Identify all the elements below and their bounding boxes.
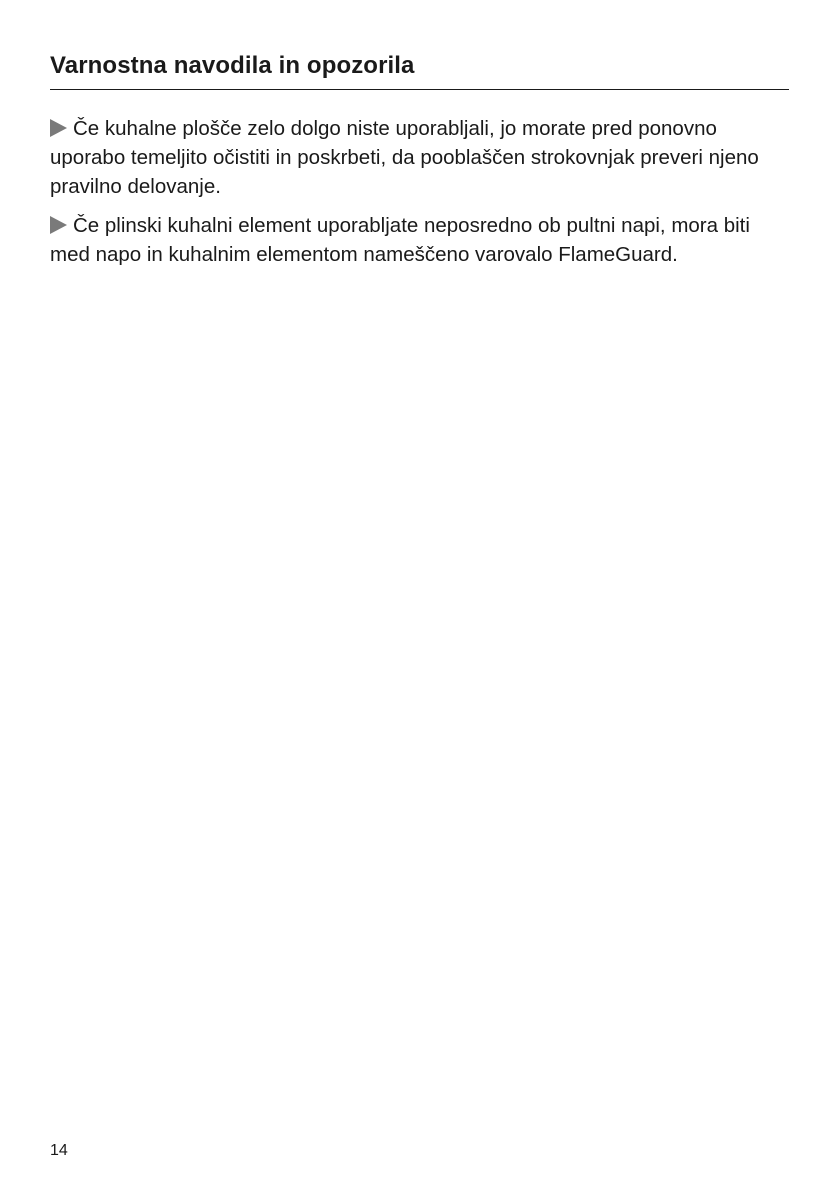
warning-paragraph xyxy=(50,211,790,269)
page-number: 14 xyxy=(50,1142,68,1159)
triangle-bullet-icon xyxy=(50,216,67,234)
section-heading xyxy=(50,48,789,90)
warnings-list xyxy=(50,114,790,279)
warning-paragraph xyxy=(50,114,790,201)
section-title: Varnostna navodila in opozorila xyxy=(50,52,415,79)
triangle-bullet-icon xyxy=(50,119,67,137)
warning-text: Če kuhalne plošče zelo dolgo niste uporabljali, jo morate pred ponovno uporabo temeljito očistiti in poskrbeti, da pooblaščen strokovnjak preveri njeno pravilno delovanje. xyxy=(50,117,759,198)
warning-text: Če plinski kuhalni element uporabljate neposredno ob pultni napi, mora biti med napo in kuhalnim elementom nameščeno varovalo FlameGuard. xyxy=(50,214,750,266)
